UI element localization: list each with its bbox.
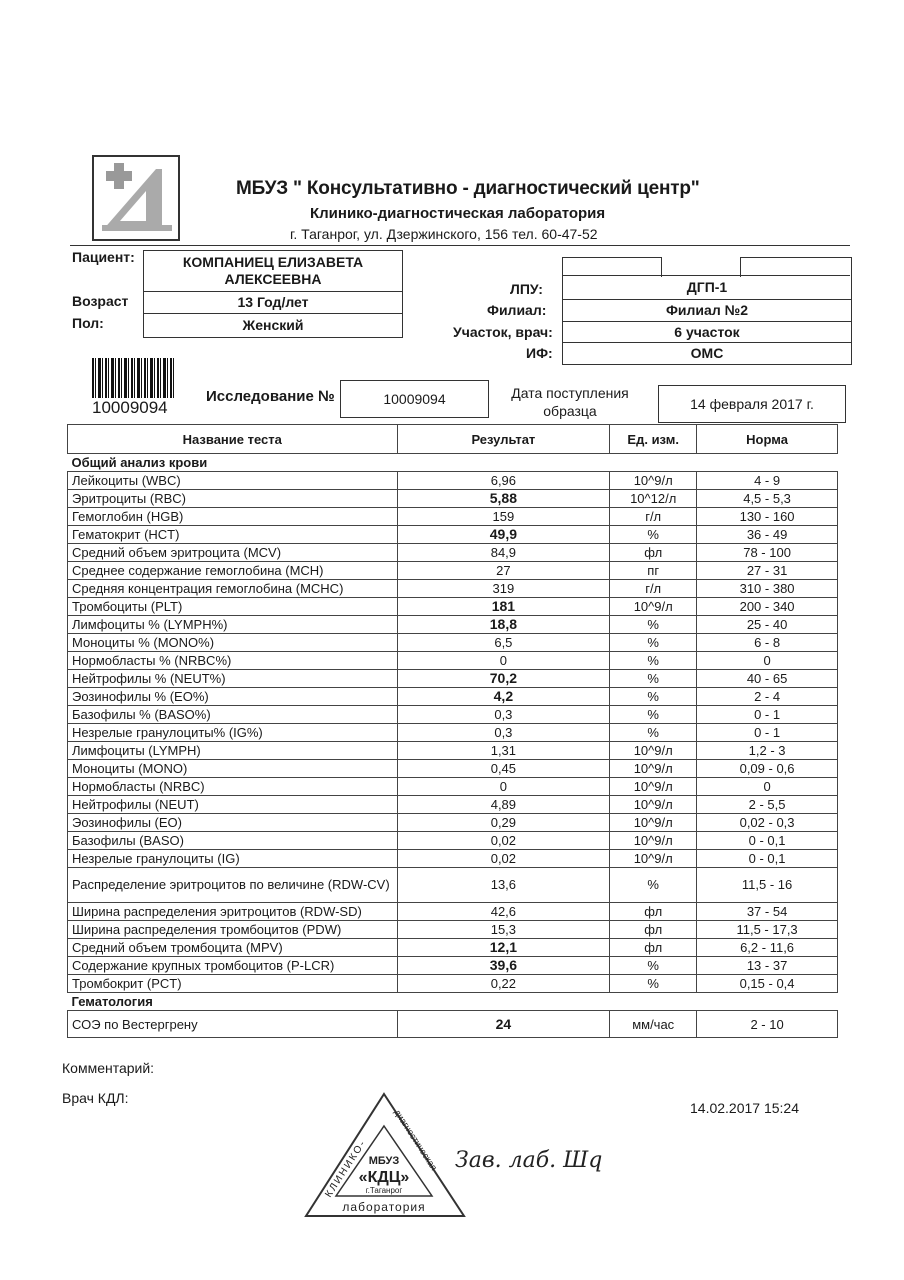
result-cell: 4,89 (397, 796, 610, 814)
unit-cell: % (610, 616, 697, 634)
result-cell: 24 (397, 1011, 610, 1038)
unit-cell: 10^9/л (610, 796, 697, 814)
unit-cell: % (610, 670, 697, 688)
norm-cell: 4 - 9 (697, 472, 838, 490)
sex-label: Пол: (72, 315, 104, 331)
table-row (68, 580, 838, 598)
if-field: ОМС (562, 342, 852, 365)
norm-cell: 37 - 54 (697, 903, 838, 921)
unit-cell: % (610, 975, 697, 993)
stamp-left-text: КЛИНИКО- (323, 1137, 369, 1200)
unit-cell: г/л (610, 508, 697, 526)
result-cell: 13,6 (397, 868, 610, 903)
norm-cell: 0 (697, 652, 838, 670)
laboratory-name: Клинико-диагностическая лаборатория (310, 205, 606, 222)
result-cell: 84,9 (397, 544, 610, 562)
test-name-cell: СОЭ по Вестергрену (68, 1011, 398, 1038)
table-row (68, 688, 838, 706)
section-title: Общий анализ крови (68, 454, 838, 472)
result-cell: 27 (397, 562, 610, 580)
table-header-row (68, 425, 838, 454)
section-header-hematology (68, 993, 838, 1011)
sex-field: Женский (143, 313, 403, 338)
test-name-cell: Нейтрофилы % (NEUT%) (68, 670, 398, 688)
table-row (68, 616, 838, 634)
result-cell: 42,6 (397, 903, 610, 921)
test-name-cell: Тромбоциты (PLT) (68, 598, 398, 616)
organization-title: МБУЗ " Консультативно - диагностический центр" (236, 178, 700, 199)
test-name-cell: Средняя концентрация гемоглобина (MCHC) (68, 580, 398, 598)
triangle-stamp-icon (302, 1090, 467, 1220)
result-cell: 5,88 (397, 490, 610, 508)
sample-date-label-line1: Дата поступления (511, 385, 629, 401)
sample-date-label (505, 384, 635, 420)
table-row (68, 957, 838, 975)
table-row (68, 724, 838, 742)
norm-cell: 1,2 - 3 (697, 742, 838, 760)
norm-cell: 0 (697, 778, 838, 796)
branch-label: Филиал: (487, 302, 547, 318)
table-row (68, 868, 838, 903)
result-cell: 0,45 (397, 760, 610, 778)
unit-cell: % (610, 526, 697, 544)
unit-cell: 10^9/л (610, 742, 697, 760)
unit-cell: мм/час (610, 1011, 697, 1038)
unit-cell: пг (610, 562, 697, 580)
patient-label: Пациент: (72, 249, 135, 265)
result-cell: 0,3 (397, 724, 610, 742)
norm-cell: 78 - 100 (697, 544, 838, 562)
result-cell: 39,6 (397, 957, 610, 975)
study-label: Исследование № (206, 388, 335, 405)
organization-address: г. Таганрог, ул. Дзержинского, 156 тел. 60-47-52 (290, 226, 598, 242)
lab-stamp (302, 1090, 467, 1220)
table-row (68, 760, 838, 778)
unit-cell: % (610, 724, 697, 742)
table-row (68, 670, 838, 688)
test-name-cell: Тромбокрит (PCT) (68, 975, 398, 993)
result-cell: 0 (397, 652, 610, 670)
result-cell: 12,1 (397, 939, 610, 957)
barcode-icon (92, 358, 174, 398)
norm-cell: 25 - 40 (697, 616, 838, 634)
norm-cell: 2 - 10 (697, 1011, 838, 1038)
result-cell: 0,29 (397, 814, 610, 832)
table-row (68, 939, 838, 957)
test-name-cell: Средний объем эритроцита (MCV) (68, 544, 398, 562)
table-row (68, 742, 838, 760)
unit-cell: 10^9/л (610, 598, 697, 616)
table-row (68, 634, 838, 652)
table-row (68, 706, 838, 724)
unit-cell: фл (610, 921, 697, 939)
unit-cell: % (610, 688, 697, 706)
lpu-field: ДГП-1 (562, 275, 852, 300)
table-row (68, 526, 838, 544)
test-name-cell: Моноциты % (MONO%) (68, 634, 398, 652)
norm-cell: 0 - 1 (697, 724, 838, 742)
test-name-cell: Нормобласты % (NRBC%) (68, 652, 398, 670)
unit-cell: г/л (610, 580, 697, 598)
norm-cell: 310 - 380 (697, 580, 838, 598)
patient-name-field (143, 250, 403, 292)
test-name-cell: Гематокрит (HCT) (68, 526, 398, 544)
area-doctor-field: 6 участок (562, 321, 852, 343)
test-name-cell: Эозинофилы % (EO%) (68, 688, 398, 706)
header-divider (70, 245, 850, 246)
table-row (68, 796, 838, 814)
clinic-logo (92, 155, 180, 241)
table-row (68, 508, 838, 526)
unit-cell: 10^9/л (610, 850, 697, 868)
test-name-cell: Эритроциты (RBC) (68, 490, 398, 508)
unit-cell: фл (610, 903, 697, 921)
result-cell: 1,31 (397, 742, 610, 760)
norm-cell: 2 - 5,5 (697, 796, 838, 814)
result-cell: 4,2 (397, 688, 610, 706)
lab-doctor-label: Врач КДЛ: (62, 1090, 129, 1106)
unit-cell: % (610, 957, 697, 975)
unit-cell: 10^12/л (610, 490, 697, 508)
stamp-top-text: МБУЗ (368, 1155, 400, 1167)
result-cell: 0 (397, 778, 610, 796)
table-row (68, 652, 838, 670)
unit-cell: % (610, 706, 697, 724)
norm-cell: 27 - 31 (697, 562, 838, 580)
col-header-test-name: Название теста (68, 425, 398, 454)
result-cell: 159 (397, 508, 610, 526)
table-row (68, 544, 838, 562)
unit-cell: 10^9/л (610, 814, 697, 832)
barcode-number: 10009094 (92, 398, 168, 417)
norm-cell: 6,2 - 11,6 (697, 939, 838, 957)
test-name-cell: Лейкоциты (WBC) (68, 472, 398, 490)
stamp-center-text: «КДЦ» (358, 1169, 410, 1186)
unit-cell: 10^9/л (610, 778, 697, 796)
norm-cell: 6 - 8 (697, 634, 838, 652)
test-name-cell: Незрелые гранулоциты (IG) (68, 850, 398, 868)
table-row (68, 921, 838, 939)
age-label: Возраст (72, 293, 129, 309)
area-doctor-label: Участок, врач: (453, 324, 553, 340)
blank-cell-left (562, 257, 662, 277)
table-row (68, 850, 838, 868)
norm-cell: 13 - 37 (697, 957, 838, 975)
result-cell: 181 (397, 598, 610, 616)
norm-cell: 0,02 - 0,3 (697, 814, 838, 832)
result-cell: 0,02 (397, 832, 610, 850)
result-cell: 18,8 (397, 616, 610, 634)
age-field: 13 Год/лет (143, 291, 403, 314)
norm-cell: 40 - 65 (697, 670, 838, 688)
result-cell: 70,2 (397, 670, 610, 688)
col-header-norm: Норма (697, 425, 838, 454)
test-name-cell: Незрелые гранулоциты% (IG%) (68, 724, 398, 742)
test-name-cell: Моноциты (MONO) (68, 760, 398, 778)
unit-cell: 10^9/л (610, 832, 697, 850)
unit-cell: % (610, 868, 697, 903)
result-cell: 0,22 (397, 975, 610, 993)
test-name-cell: Базофилы % (BASO%) (68, 706, 398, 724)
test-name-cell: Лимфоциты (LYMPH) (68, 742, 398, 760)
sample-date-field: 14 февраля 2017 г. (658, 385, 846, 423)
table-row (68, 903, 838, 921)
report-timestamp: 14.02.2017 15:24 (690, 1100, 799, 1116)
table-row (68, 975, 838, 993)
test-name-cell: Базофилы (BASO) (68, 832, 398, 850)
norm-cell: 4,5 - 5,3 (697, 490, 838, 508)
norm-cell: 0,15 - 0,4 (697, 975, 838, 993)
unit-cell: фл (610, 544, 697, 562)
norm-cell: 0,09 - 0,6 (697, 760, 838, 778)
result-cell: 15,3 (397, 921, 610, 939)
cross-and-triangle-logo-icon (94, 157, 178, 239)
sample-date-label-line2: образца (543, 403, 597, 419)
test-name-cell: Лимфоциты % (LYMPH%) (68, 616, 398, 634)
test-name-cell: Ширина распределения тромбоцитов (PDW) (68, 921, 398, 939)
test-name-cell: Гемоглобин (HGB) (68, 508, 398, 526)
result-cell: 0,02 (397, 850, 610, 868)
norm-cell: 36 - 49 (697, 526, 838, 544)
test-name-cell: Содержание крупных тромбоцитов (P-LCR) (68, 957, 398, 975)
result-cell: 49,9 (397, 526, 610, 544)
table-row (68, 562, 838, 580)
patient-name-line1: КОМПАНИЕЦ ЕЛИЗАВЕТА (182, 254, 364, 270)
table-row (68, 832, 838, 850)
head-of-lab-signature: Зав. лаб. Шq (455, 1148, 603, 1173)
unit-cell: % (610, 634, 697, 652)
norm-cell: 200 - 340 (697, 598, 838, 616)
norm-cell: 11,5 - 17,3 (697, 921, 838, 939)
test-name-cell: Распределение эритроцитов по величине (RDW-CV) (68, 868, 398, 903)
test-name-cell: Нейтрофилы (NEUT) (68, 796, 398, 814)
norm-cell: 11,5 - 16 (697, 868, 838, 903)
test-name-cell: Среднее содержание гемоглобина (MCH) (68, 562, 398, 580)
if-label: ИФ: (526, 345, 553, 361)
test-name-cell: Средний объем тромбоцита (MPV) (68, 939, 398, 957)
unit-cell: фл (610, 939, 697, 957)
col-header-result: Результат (397, 425, 610, 454)
stamp-bottom-text: лаборатория (342, 1200, 426, 1214)
norm-cell: 0 - 0,1 (697, 850, 838, 868)
test-name-cell: Нормобласты (NRBC) (68, 778, 398, 796)
table-row (68, 598, 838, 616)
lpu-label: ЛПУ: (510, 281, 543, 297)
stamp-city-text: г.Таганрог (365, 1186, 403, 1195)
table-row (68, 1011, 838, 1038)
test-name-cell: Эозинофилы (EO) (68, 814, 398, 832)
blank-cell-right (740, 257, 852, 277)
table-row (68, 490, 838, 508)
study-number-field: 10009094 (340, 380, 489, 418)
table-row (68, 814, 838, 832)
norm-cell: 0 - 0,1 (697, 832, 838, 850)
unit-cell: % (610, 652, 697, 670)
result-cell: 6,96 (397, 472, 610, 490)
norm-cell: 2 - 4 (697, 688, 838, 706)
result-cell: 319 (397, 580, 610, 598)
table-row (68, 778, 838, 796)
norm-cell: 130 - 160 (697, 508, 838, 526)
comment-label: Комментарий: (62, 1060, 155, 1076)
unit-cell: 10^9/л (610, 472, 697, 490)
result-cell: 0,3 (397, 706, 610, 724)
patient-name-line2: АЛЕКСЕЕВНА (224, 271, 322, 287)
section-title: Гематология (68, 993, 838, 1011)
stamp-right-text: диагностическая (392, 1107, 440, 1173)
branch-field: Филиал №2 (562, 299, 852, 322)
test-name-cell: Ширина распределения эритроцитов (RDW-SD) (68, 903, 398, 921)
unit-cell: 10^9/л (610, 760, 697, 778)
result-cell: 6,5 (397, 634, 610, 652)
section-header-cbc (68, 454, 838, 472)
col-header-unit: Ед. изм. (610, 425, 697, 454)
results-table (67, 424, 838, 1038)
norm-cell: 0 - 1 (697, 706, 838, 724)
table-row (68, 472, 838, 490)
